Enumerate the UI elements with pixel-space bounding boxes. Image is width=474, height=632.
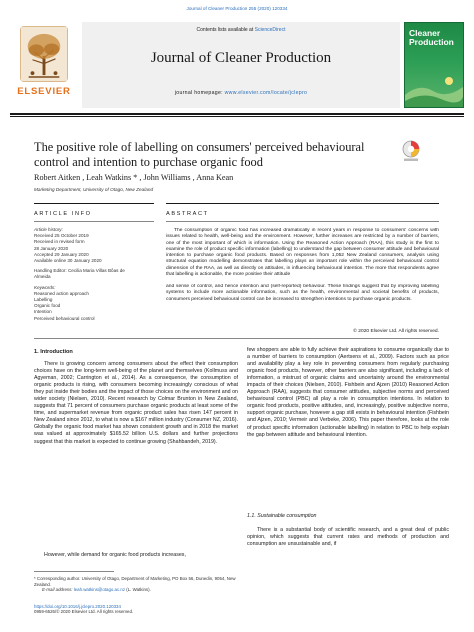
homepage-link[interactable]: www.elsevier.com/locate/jclepro: [224, 90, 308, 96]
footnote-rule: [34, 571, 114, 572]
abstract-paragraph-1: The consumption of organic food has increased dramatically in recent years in response to consumers' concerns with issues related to health, well-being and the environment. However, further increases are restricted by a number of barriers, one of the most important of which is information. Using the Reasoned Action Approach (RAA), this study is the first to examine the role of product specific information (labelling) to understand the gap between consumer attitude and behavioural intention to purchase organic food products. Based on responses from 1,052 New Zealand consumers, analysis using structural equation modelling demonstrates that labelling plays an important role within the perceived behavioural control dimension of the RAA, as well as directly on attitudes, in influencing behavioural intention. The more that respondents agree that labelling is actionable, the more positive their attitude: [166, 228, 439, 278]
subsection-paragraph: There is a substantial body of scientific research, and a great deal of public opinion, which suggests that current rates and methods of production and consumption are unsustainable and, if: [247, 527, 449, 548]
author-affiliation: Marketing Department, University of Otago, New Zealand: [34, 187, 154, 192]
history-item: Received 25 October 2019: [34, 233, 89, 239]
journal-homepage-line: [82, 90, 400, 96]
check-for-updates-icon[interactable]: [402, 140, 420, 162]
article-info-heading: ARTICLE INFO: [34, 211, 92, 217]
abstract-end-rule: [34, 338, 439, 339]
keywords-label: Keywords:: [34, 284, 56, 290]
journal-banner: [82, 22, 400, 108]
elsevier-tree-icon: [20, 26, 68, 82]
footnote: [34, 576, 238, 593]
introduction-heading: 1. Introduction: [34, 349, 73, 355]
abstract-copyright: © 2020 Elsevier Ltd. All rights reserved.: [353, 329, 439, 334]
author-list[interactable]: Robert Aitken , Leah Watkins * , John Williams , Anna Kean: [34, 173, 234, 182]
journal-cover-image[interactable]: [404, 22, 464, 108]
introduction-paragraph-2: However, while demand for organic food products increases,: [44, 552, 186, 558]
info-rule: [34, 203, 154, 204]
cover-landscape-icon: [405, 73, 463, 107]
contents-text: Contents lists available at: [196, 27, 255, 33]
elsevier-logo[interactable]: [10, 22, 78, 108]
keyword: Labelling: [34, 297, 53, 303]
keyword: Intention: [34, 309, 52, 315]
journal-masthead: [10, 22, 464, 112]
header-rule-thin: [10, 116, 464, 117]
subsection-heading: 1.1. Sustainable consumption: [247, 513, 317, 519]
journal-citation-line[interactable]: Journal of Cleaner Production 255 (2020) 120334: [186, 6, 288, 11]
elsevier-wordmark: ELSEVIER: [17, 86, 71, 97]
history-item: 28 January 2020: [34, 245, 69, 251]
footer: [34, 604, 133, 615]
abstract-rule: [166, 203, 439, 204]
introduction-paragraph: There is growing concern among consumers about the effect their consumption choices have on the long-term well-being of the planet and themselves (Kollmuss and Agyeman, 2002; Carrington et al., 2014). As a consequence, the consumption of organic products is rising, with consumers becoming increasingly conscious of what they put inside their bodies and the impact of those choices on the environment and on wider society (Nielsen, 2010). Recent research by Colmar Brunton in New Zealand, suggests that 71 percent of consumers purchase organic products at least some of the time, and supermarket revenue from organic product sales has risen 147 percent in New Zealand since 2012, to what is now a $167 million industry (Consumer NZ, 2016). Globally the organic food market has shown consistent growth and in 2018 the market was valued at approximately $165.52 billion U.S. dollars and further projections suggest that this market is expected to continue growing (Shahbandeh, 2019).: [34, 361, 238, 445]
article-history: [34, 227, 159, 322]
article-title-line-1: The positive role of labelling on consumers' perceived behavioural: [34, 140, 365, 154]
abstract-heading: ABSTRACT: [166, 211, 209, 217]
handling-editor-cont: Almeida: [34, 274, 51, 280]
history-label: Article history:: [34, 227, 63, 232]
right-column-paragraph: few shoppers are able to fully achieve their aspirations to consume organically due to a number of barriers to consumption (Aertsens et al., 2009). Factors such as price and availability play a key role in preventing consumers from regularly purchasing organic food products, however, other barriers are also significant, including a lack of information, a mistrust of organic claims and uncertainty around the environmental impacts of their choices (Nielsen, 2010). Fishbein and Ajzen (2010) Reasoned Action Approach (RAA), suggests that consumer attitudes, subjective norms and perceived behavioural control (PBC) all play a role in consumption intentions. In relation to organic food products, positive attitudes, and, increasingly, positive subjective norms, support organic purchase, however a gap still exists in behavioural intention (Fishbein and Ajzen, 2010; Vermeir and Verbeke, 2006). This paper therefore, looks at the role of product specific information (actionable labelling) in relation to PBC to help explain the gap between attitude and behavioural intention.: [247, 347, 449, 438]
cover-title: Cleaner Production: [409, 28, 454, 47]
keyword: Reasoned action approach: [34, 290, 89, 296]
history-item: Received in revised form: [34, 239, 85, 245]
email-suffix: (L. Watkins).: [125, 587, 151, 593]
history-item: Available online 30 January 2020: [34, 258, 102, 264]
handling-editor: Handling Editor: Cecilia Maria Villas Bôas de: [34, 268, 125, 274]
contents-line: [82, 27, 400, 33]
issn-line: 0959-6526/© 2020 Elsevier Ltd. All rights reserved.: [34, 609, 134, 615]
keyword: Perceived behavioural control: [34, 315, 95, 321]
sciencedirect-link[interactable]: ScienceDirect: [254, 27, 286, 33]
article-title-line-2: control and intention to purchase organic food: [34, 155, 263, 169]
history-item: Accepted 29 January 2020: [34, 251, 89, 257]
email-link[interactable]: leah.watkins@otago.ac.nz: [73, 587, 126, 593]
abstract-rule-2: [166, 221, 439, 222]
journal-title: Journal of Cleaner Production: [150, 50, 332, 66]
doi-link[interactable]: https://doi.org/10.1016/j.jclepro.2020.120334: [34, 604, 121, 609]
email-label: E-mail address:: [42, 587, 74, 593]
abstract-paragraph-2: and sense of control, and hence intention and (self-reported) behaviour. These findings suggest that by improving labelling systems to include more actionable information, such as the health, environmental and societal benefits of products, consumers perceived behavioural control can be increased to strengthen intentions to purchase organic products.: [166, 284, 439, 302]
corresponding-author-note: * Corresponding author. University of Otago, Department of Marketing, PO Box 56, Dunedin, 9054, New Zealand.: [34, 576, 236, 587]
info-rule-2: [34, 221, 154, 222]
header-rule: [10, 113, 464, 115]
email-line: [34, 587, 238, 593]
keyword: Organic food: [34, 303, 61, 309]
homepage-label: journal homepage:: [174, 90, 225, 96]
article-title: [34, 140, 384, 170]
